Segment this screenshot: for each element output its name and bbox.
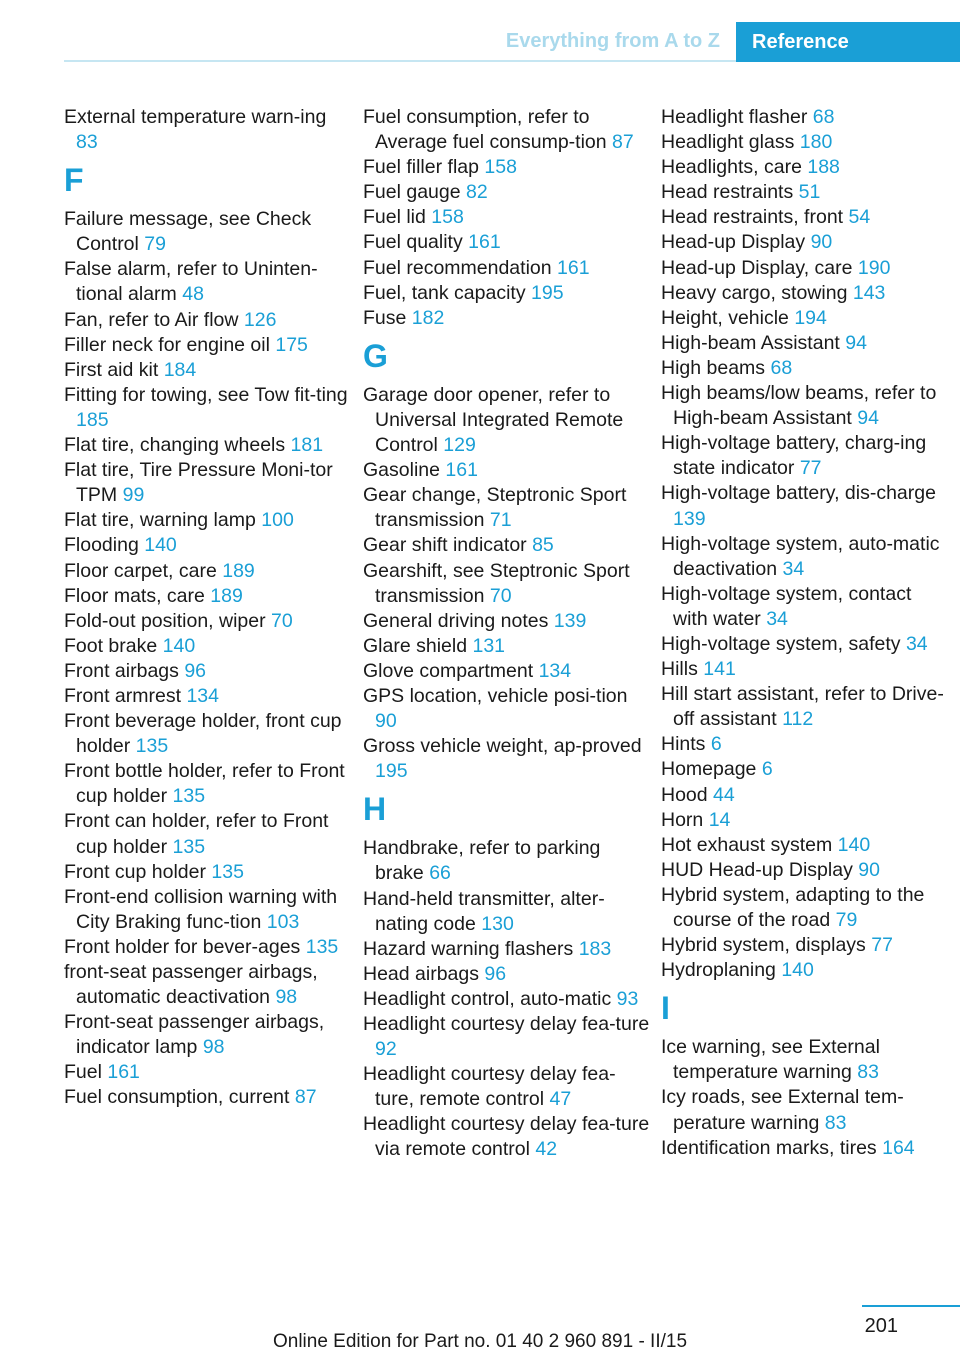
index-entry	[64, 333, 352, 358]
index-entry	[661, 331, 951, 356]
index-entry	[661, 481, 951, 531]
index-page-link[interactable]: 189	[222, 559, 255, 582]
index-page-link[interactable]: 94	[857, 407, 879, 430]
index-letter-heading: H	[363, 791, 387, 828]
index-entry	[363, 281, 651, 306]
footer-divider	[862, 1305, 960, 1307]
index-entry	[661, 933, 951, 958]
index-entry-term: Hints	[661, 733, 706, 756]
index-entry-term: Flooding	[64, 534, 139, 557]
index-entry	[64, 960, 352, 1010]
index-page-link[interactable]: 184	[163, 358, 197, 381]
index-page-link[interactable]: 98	[202, 1036, 225, 1059]
index-entry-term: General driving notes	[363, 609, 549, 632]
index-entry-term: Handbrake, refer to parking brake	[363, 837, 601, 885]
index-page-link[interactable]: 6	[761, 758, 773, 781]
index-page-link[interactable]: 164	[882, 1136, 915, 1159]
index-entry	[363, 559, 651, 609]
index-entry-term: Fuel, tank capacity	[363, 281, 526, 304]
index-page-link[interactable]: 87	[294, 1086, 317, 1109]
index-page-link[interactable]: 47	[549, 1088, 572, 1111]
index-entry-term: Flat tire, Tire Pressure Moni-tor TPM	[64, 459, 333, 507]
index-entry	[363, 734, 651, 784]
index-entry-term: Floor carpet, care	[64, 559, 217, 582]
index-page-link[interactable]: 126	[243, 308, 277, 331]
index-entry-term: Glare shield	[363, 634, 468, 657]
index-entry	[64, 458, 352, 508]
index-entry-term: Hybrid system, displays	[661, 934, 866, 957]
index-page-link[interactable]: 48	[182, 283, 204, 306]
index-page-link[interactable]: 83	[824, 1111, 847, 1134]
index-page-link[interactable]: 34	[782, 557, 805, 580]
index-entry	[363, 987, 651, 1012]
index-entry	[363, 937, 651, 962]
index-page-link[interactable]: 135	[172, 785, 206, 808]
index-entry-term: Flat tire, warning lamp	[64, 509, 256, 532]
index-entry-term: HUD Head-up Display	[661, 858, 853, 881]
index-entry-term: Fold-out position, wiper	[64, 609, 266, 632]
index-entry-term: GPS location, vehicle posi-tion	[363, 684, 628, 707]
index-page-link[interactable]: 195	[375, 760, 408, 783]
index-entry	[661, 808, 951, 833]
index-page-link[interactable]: 188	[807, 156, 840, 179]
index-entry-term: Front beverage holder, front cup holder	[64, 710, 342, 758]
index-page-link[interactable]: 14	[708, 808, 731, 831]
index-entry-term: Fuel recommendation	[363, 256, 552, 279]
index-page-link[interactable]: 185	[76, 408, 109, 431]
index-page-link[interactable]: 94	[845, 331, 867, 354]
index-page-link[interactable]: 181	[290, 434, 324, 457]
index-entry	[661, 582, 951, 632]
index-entry	[661, 155, 951, 180]
index-entry-term: Front-end collision warning with City Braking func-tion	[64, 885, 338, 933]
index-entry	[64, 659, 352, 684]
index-entry-term: front-seat passenger airbags, automatic deactivation	[64, 961, 318, 1009]
index-page-link[interactable]: 92	[375, 1038, 397, 1061]
index-entry	[64, 559, 352, 584]
index-entry-term: Fuel	[64, 1061, 102, 1084]
index-entry	[363, 659, 651, 684]
index-entry-term: Head airbags	[363, 962, 479, 985]
index-page-link[interactable]: 42	[535, 1138, 558, 1161]
index-page-link[interactable]: 161	[107, 1061, 140, 1084]
index-entry	[363, 383, 651, 458]
index-page-link[interactable]: 77	[799, 457, 822, 480]
index-entry-term: Fuel quality	[363, 231, 463, 254]
index-entry	[64, 1010, 352, 1060]
index-page-link[interactable]: 140	[162, 634, 196, 657]
index-entry-term: Fuel gauge	[363, 181, 461, 204]
index-entry	[363, 205, 651, 230]
index-entry-term: Hybrid system, adapting to the course of the road	[661, 883, 925, 931]
index-column-1	[64, 105, 352, 1111]
index-page-link[interactable]: 87	[612, 131, 634, 154]
index-entry-term: High-voltage system, safety	[661, 632, 901, 655]
index-entry-term: Hood	[661, 783, 708, 806]
index-entry-term: Headlights, care	[661, 156, 802, 179]
index-page-link[interactable]: 66	[429, 862, 451, 885]
index-entry-term: Gear change, Steptronic Sport transmission	[363, 484, 627, 532]
index-entry-term: Failure message, see Check Control	[64, 208, 312, 256]
index-entry-term: Head-up Display, care	[661, 256, 853, 279]
index-page-link[interactable]: 139	[553, 609, 587, 632]
index-entry-term: Homepage	[661, 758, 757, 781]
index-page-link[interactable]: 189	[210, 584, 243, 607]
index-page-link[interactable]: 135	[305, 935, 339, 958]
index-page-link[interactable]: 134	[186, 684, 219, 707]
index-entry	[64, 383, 352, 433]
index-entry-term: Flat tire, changing wheels	[64, 434, 286, 457]
index-page-link[interactable]: 135	[211, 860, 244, 883]
index-entry-term: Filler neck for engine oil	[64, 333, 270, 356]
edition-note: Online Edition for Part no. 01 40 2 960 891 - II/15	[272, 1331, 688, 1352]
index-entry	[661, 130, 951, 155]
index-entry	[64, 860, 352, 885]
index-page-link[interactable]: 100	[261, 509, 294, 532]
index-entry-term: Fuel consumption, current	[64, 1086, 290, 1109]
index-entry-term: Fitting for towing, see Tow fit-ting	[64, 383, 348, 406]
index-entry-term: High beams/low beams, refer to High-beam Assistant	[661, 382, 937, 430]
index-page-link[interactable]: 79	[835, 909, 858, 931]
index-page-link[interactable]: 161	[445, 459, 478, 482]
index-entry	[64, 634, 352, 659]
index-page-link[interactable]: 83	[76, 131, 98, 154]
index-entry	[661, 682, 951, 732]
index-entry	[363, 684, 651, 734]
index-page-link[interactable]: 194	[794, 306, 827, 329]
index-page-link[interactable]: 99	[122, 484, 145, 507]
index-entry	[64, 1085, 352, 1110]
index-entry-term: Floor mats, care	[64, 584, 205, 607]
index-entry	[64, 684, 352, 709]
index-entry-term: Front holder for bever-ages	[64, 935, 301, 958]
index-page-link[interactable]: 139	[673, 507, 706, 530]
index-entry	[64, 257, 352, 307]
index-entry-term: Garage door opener, refer to Universal Integrated Remote Control	[363, 383, 624, 457]
index-page-link[interactable]: 98	[275, 986, 298, 1009]
section-tab-label: Reference	[752, 30, 849, 53]
index-page-link[interactable]: 6	[710, 733, 722, 756]
index-page-link[interactable]: 77	[871, 934, 893, 957]
index-entry	[661, 381, 951, 431]
index-page-link[interactable]: 83	[857, 1061, 879, 1084]
index-page-link[interactable]: 85	[532, 534, 554, 557]
index-entry	[64, 809, 352, 859]
index-entry	[661, 532, 951, 582]
index-entry	[363, 1012, 651, 1062]
page-number: 201	[864, 1315, 898, 1337]
index-entry	[661, 105, 951, 130]
index-page-link[interactable]: 129	[443, 434, 476, 457]
index-page-link[interactable]: 70	[271, 609, 293, 632]
index-entry-term: Front-seat passenger airbags, indicator lamp	[64, 1011, 325, 1059]
index-entry	[661, 1085, 951, 1135]
index-entry	[661, 833, 951, 858]
index-entry-term: Gross vehicle weight, ap-proved	[363, 735, 642, 758]
index-entry	[661, 356, 951, 381]
index-entry	[661, 883, 951, 933]
index-entry	[363, 634, 651, 659]
index-entry-term: External temperature warn-ing	[64, 106, 327, 128]
index-entry	[363, 256, 651, 281]
index-entry	[363, 533, 651, 558]
index-entry	[363, 1062, 651, 1112]
index-page-link[interactable]: 158	[484, 156, 517, 179]
index-page-link[interactable]: 180	[799, 131, 833, 154]
index-entry	[363, 458, 651, 483]
index-page-link[interactable]: 143	[852, 281, 886, 304]
index-entry	[661, 1035, 951, 1085]
index-page-link[interactable]: 54	[848, 206, 871, 229]
index-entry-term: First aid kit	[64, 358, 159, 381]
index-entry-term: False alarm, refer to Uninten-tional alarm	[64, 258, 318, 306]
index-entry-term: Fuel lid	[363, 206, 426, 229]
index-letter-heading: F	[64, 162, 84, 199]
index-entry	[64, 433, 352, 458]
index-entry-term: Hand-held transmitter, alter-nating code	[363, 887, 605, 935]
index-entry-term: Front airbags	[64, 659, 179, 682]
index-entry	[661, 431, 951, 481]
index-entry	[661, 958, 951, 983]
index-page-link[interactable]: 34	[905, 632, 928, 655]
index-entry	[363, 306, 651, 331]
index-page-link[interactable]: 135	[172, 835, 206, 858]
index-entry	[661, 1136, 951, 1161]
index-page-link[interactable]: 134	[538, 659, 572, 682]
index-entry	[64, 709, 352, 759]
index-entry-term: Front bottle holder, refer to Front cup holder	[64, 760, 345, 808]
index-entry-term: Hill start assistant, refer to Drive-off assistant	[661, 683, 944, 731]
index-page-link[interactable]: 103	[266, 910, 300, 933]
index-page-link[interactable]: 112	[782, 708, 814, 731]
index-entry-term: Fuel filler flap	[363, 156, 479, 179]
index-entry	[661, 757, 951, 782]
index-page-link[interactable]: 90	[810, 231, 833, 254]
index-entry	[64, 609, 352, 634]
section-tab	[736, 22, 960, 62]
index-entry-term: High-voltage battery, dis-charge	[661, 482, 936, 505]
index-entry-term: Headlight glass	[661, 131, 795, 154]
index-entry	[363, 155, 651, 180]
index-entry-term: High beams	[661, 356, 766, 379]
index-entry-term: Horn	[661, 808, 704, 831]
index-column-3	[661, 105, 951, 1161]
index-page-link[interactable]: 51	[798, 181, 821, 204]
index-entry	[661, 256, 951, 281]
index-page-link[interactable]: 140	[144, 534, 177, 557]
index-letter-heading: I	[661, 990, 670, 1027]
index-page-link[interactable]: 68	[770, 356, 793, 379]
index-page-link[interactable]: 79	[144, 233, 166, 256]
index-entry	[64, 1060, 352, 1085]
index-entry	[64, 508, 352, 533]
index-entry	[661, 281, 951, 306]
index-entry-term: Front armrest	[64, 684, 182, 707]
index-page-link[interactable]: 131	[472, 634, 506, 657]
index-entry-term: Hot exhaust system	[661, 833, 833, 856]
index-page-link[interactable]: 158	[431, 206, 464, 229]
index-page-link[interactable]: 90	[858, 858, 880, 881]
index-entry	[64, 533, 352, 558]
index-entry-term: Head restraints	[661, 181, 794, 204]
index-entry	[661, 657, 951, 682]
index-page-link[interactable]: 140	[781, 959, 814, 982]
index-entry-term: Fan, refer to Air flow	[64, 308, 239, 331]
index-entry-term: Gearshift, see Steptronic Sport transmission	[363, 559, 630, 607]
index-entry-term: Headlight flasher	[661, 106, 808, 128]
index-entry-term: Hills	[661, 658, 698, 681]
index-entry	[661, 306, 951, 331]
index-entry	[64, 584, 352, 609]
index-entry	[661, 632, 951, 657]
index-page-link[interactable]: 93	[616, 987, 639, 1010]
index-entry-term: High-voltage battery, charg-ing state indicator	[661, 432, 927, 480]
index-entry-term: High-voltage system, contact with water	[661, 582, 912, 630]
index-entry-term: Icy roads, see External tem-perature warning	[661, 1086, 904, 1134]
index-entry-term: High-beam Assistant	[661, 331, 840, 354]
index-entry-term: Gear shift indicator	[363, 534, 527, 557]
index-entry	[64, 885, 352, 935]
index-letter-heading: G	[363, 337, 388, 374]
index-entry	[661, 858, 951, 883]
index-entry	[363, 1112, 651, 1162]
index-entry-term: Head-up Display	[661, 231, 806, 254]
index-entry-term: High-voltage system, auto-matic deactivation	[661, 532, 940, 580]
index-page-link[interactable]: 130	[481, 912, 514, 935]
index-entry-term: Front can holder, refer to Front cup holder	[64, 810, 329, 858]
index-entry	[64, 308, 352, 333]
index-entry-term: Ice warning, see External temperature warning	[661, 1036, 880, 1084]
index-page-link[interactable]: 90	[375, 710, 397, 733]
index-page-link[interactable]: 183	[578, 937, 612, 960]
index-entry-term: Fuse	[363, 306, 407, 329]
index-entry	[64, 935, 352, 960]
index-entry-term: Head restraints, front	[661, 206, 844, 229]
index-column-2	[363, 105, 651, 1163]
index-page-link[interactable]: 96	[184, 659, 207, 682]
index-entry-term: Fuel consumption, refer to Average fuel consump-tion	[363, 106, 607, 154]
index-page-link[interactable]: 96	[484, 962, 507, 985]
index-entry-term: Hydroplaning	[661, 959, 776, 982]
index-entry	[363, 836, 651, 886]
index-entry-term: Gasoline	[363, 459, 440, 482]
index-entry	[363, 962, 651, 987]
index-page-link[interactable]: 70	[489, 584, 512, 607]
index-entry-term: Heavy cargo, stowing	[661, 281, 848, 304]
index-entry	[363, 483, 651, 533]
index-entry	[661, 230, 951, 255]
index-entry	[363, 180, 651, 205]
index-entry-term: Headlight courtesy delay fea-ture via remote control	[363, 1113, 650, 1161]
index-entry	[661, 180, 951, 205]
index-entry	[64, 358, 352, 383]
index-entry	[661, 732, 951, 757]
index-entry	[363, 609, 651, 634]
index-entry	[661, 783, 951, 808]
index-entry-term: Height, vehicle	[661, 306, 789, 329]
index-page-link[interactable]: 135	[135, 735, 169, 758]
index-entry	[363, 230, 651, 255]
index-entry-term: Headlight control, auto-matic	[363, 987, 612, 1010]
index-page-link[interactable]: 140	[837, 833, 871, 856]
index-entry	[64, 759, 352, 809]
index-page-link[interactable]: 182	[411, 306, 445, 329]
index-entry	[363, 887, 651, 937]
chapter-title: Everything from A to Z	[505, 30, 720, 52]
index-page-link[interactable]: 71	[489, 509, 512, 532]
index-entry	[363, 105, 651, 155]
index-page-link[interactable]: 195	[531, 281, 564, 304]
index-page-link[interactable]: 161	[557, 256, 590, 279]
index-entry	[64, 105, 352, 155]
index-page-link[interactable]: 34	[766, 607, 788, 630]
index-entry-term: Front cup holder	[64, 860, 206, 883]
index-entry-term: Headlight courtesy delay fea-ture	[363, 1013, 650, 1035]
index-entry	[64, 207, 352, 257]
index-page-link[interactable]: 175	[275, 333, 308, 356]
index-page-link[interactable]: 161	[468, 231, 501, 254]
index-page-link[interactable]: 82	[466, 181, 488, 204]
index-entry-term: Headlight courtesy delay fea-ture, remote control	[363, 1063, 616, 1111]
index-entry-term: Foot brake	[64, 634, 158, 657]
index-page-link[interactable]: 190	[857, 256, 891, 279]
index-entry	[661, 205, 951, 230]
index-entry-term: Identification marks, tires	[661, 1136, 877, 1159]
index-entry-term: Hazard warning flashers	[363, 937, 574, 960]
index-page-link[interactable]: 68	[812, 106, 835, 128]
index-entry-term: Glove compartment	[363, 659, 534, 682]
index-page-link[interactable]: 141	[703, 658, 736, 681]
index-page-link[interactable]: 44	[713, 783, 735, 806]
